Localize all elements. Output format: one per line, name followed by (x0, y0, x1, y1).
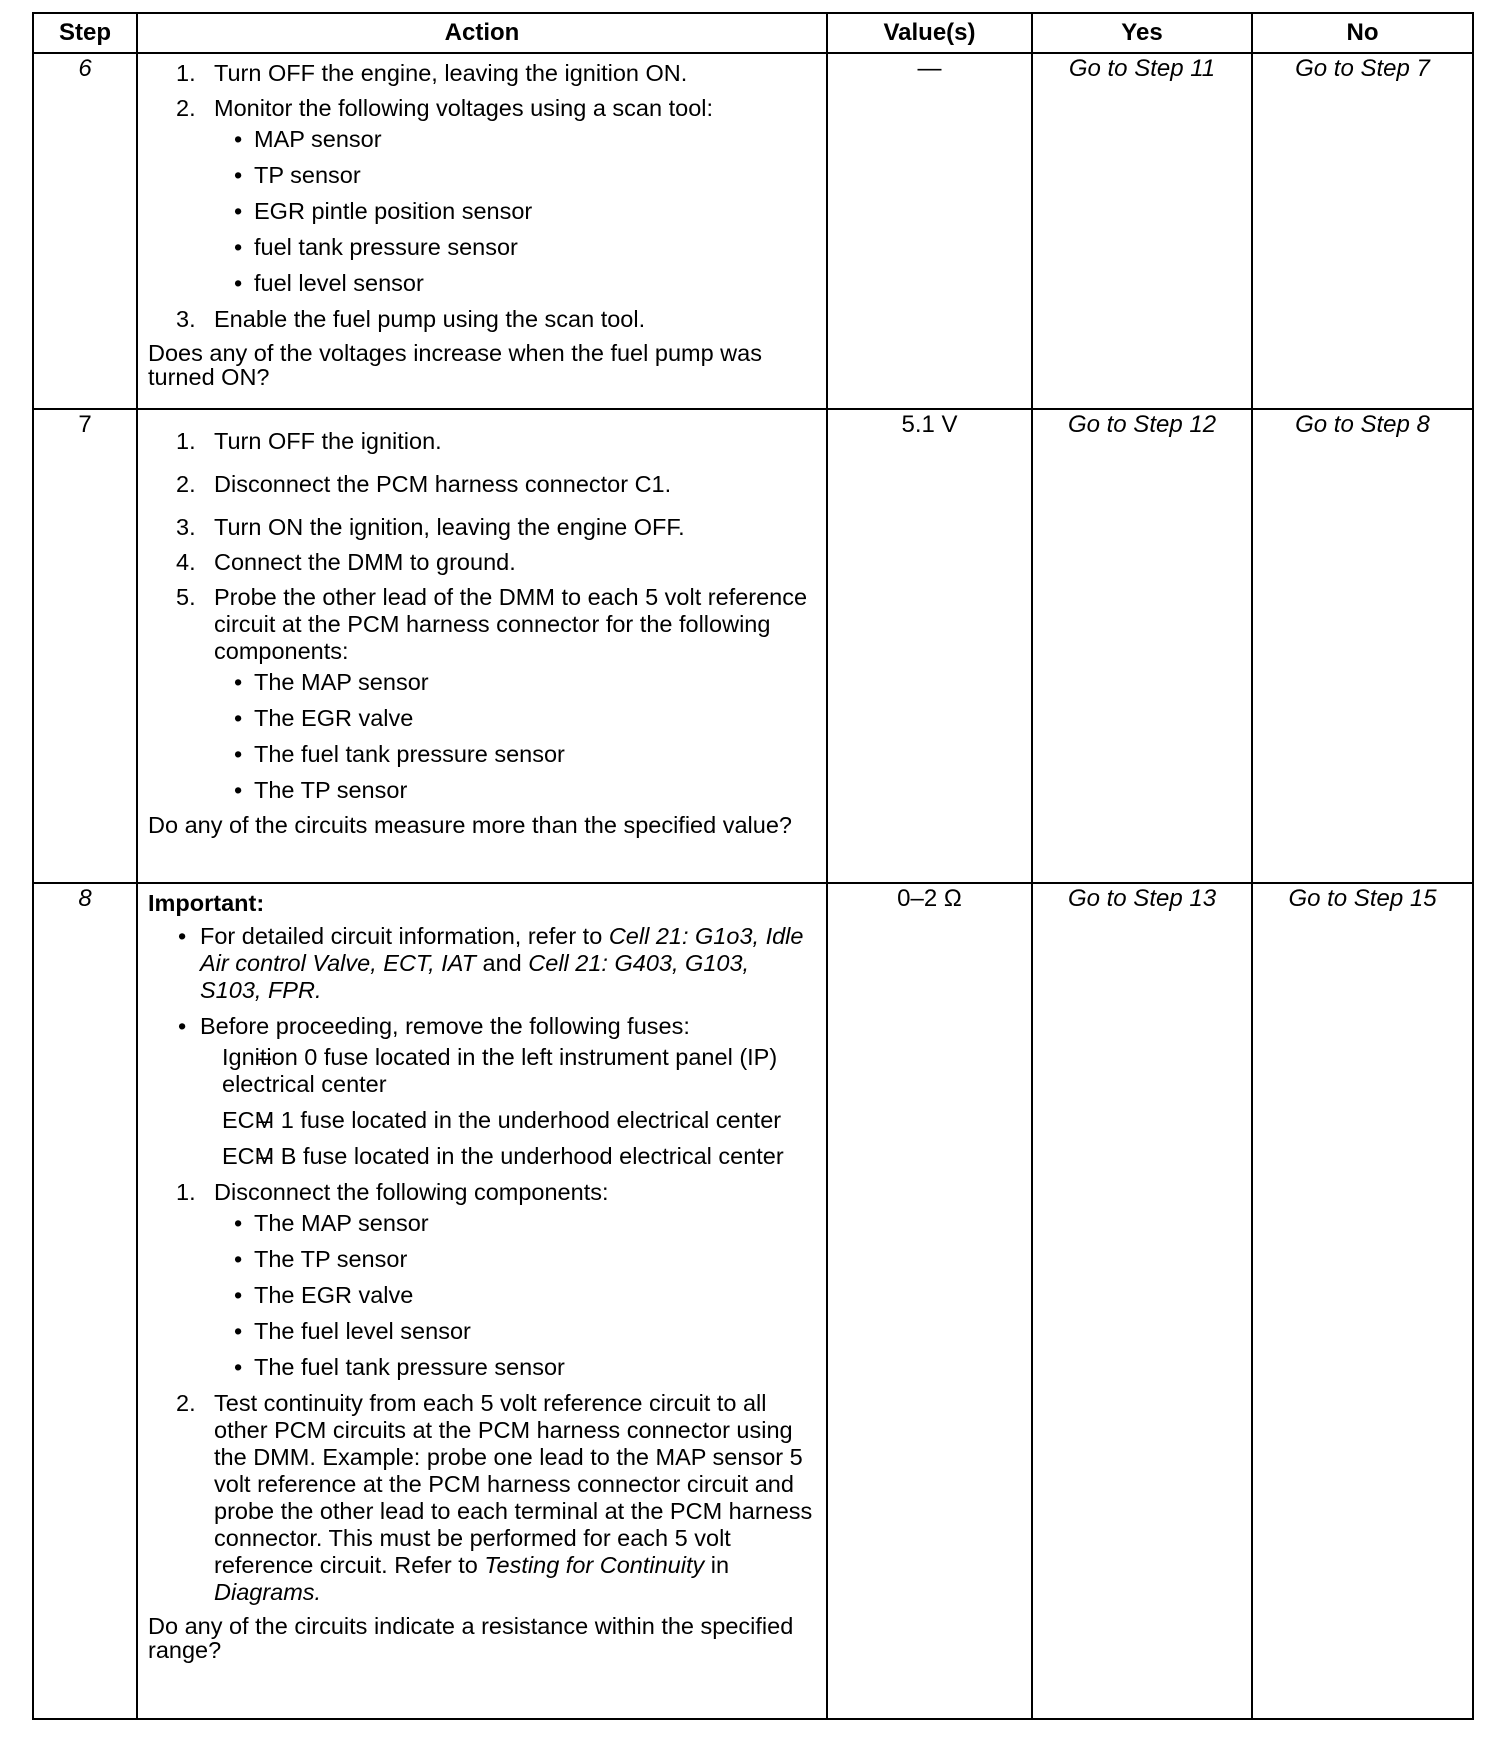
list-item: • The fuel tank pressure sensor (214, 1354, 816, 1381)
step-number: 7 (33, 409, 137, 883)
important-heading: Important: (148, 890, 265, 916)
list-item: • The MAP sensor (214, 1210, 816, 1237)
question-text: Do any of the circuits indicate a resistance within the specified range? (148, 1613, 794, 1663)
list-item: • fuel level sensor (214, 270, 816, 297)
important-note: • For detailed circuit information, refer to Cell 21: G1o3, Idle Air control Valve, ECT, IAT and Cell 21: G403, G103, S103, FPR. (148, 923, 816, 1004)
header-values: Value(s) (827, 13, 1032, 53)
header-action: Action (137, 13, 827, 53)
list-item: • The TP sensor (214, 777, 816, 804)
action-cell (137, 53, 827, 409)
action-step: 5. Probe the other lead of the DMM to each 5 volt reference circuit at the PCM harness connector for the following components: • The MAP sensor • The EGR valve • The fuel tank pressure sensor • The TP sensor (148, 584, 816, 804)
table-row-step-6 (33, 53, 1473, 409)
action-step: 1. Disconnect the following components: • The MAP sensor • The TP sensor • The EGR valve • The fuel level sensor • The fuel tank pressure sensor (148, 1179, 816, 1381)
step-number: 6 (33, 53, 137, 409)
no-link[interactable]: Go to Step 8 (1252, 409, 1473, 883)
list-item: • The TP sensor (214, 1246, 816, 1273)
yes-link[interactable]: Go to Step 11 (1032, 53, 1252, 409)
list-item: • The fuel tank pressure sensor (214, 741, 816, 768)
important-note: • Before proceeding, remove the following fuses: – Ignition 0 fuse located in the left instrument panel (IP) electrical center – ECM 1 fuse located in the underhood electrical center – ECM B fuse located in the underhood electrical center (148, 1013, 816, 1170)
list-item: – ECM 1 fuse located in the underhood electrical center (200, 1107, 816, 1134)
action-step: 1. Turn OFF the engine, leaving the ignition ON. (176, 60, 688, 86)
diagnostic-table (32, 12, 1474, 1720)
table-row-step-7 (33, 409, 1473, 883)
header-row (33, 13, 1473, 53)
list-item: • MAP sensor (214, 126, 816, 153)
action-cell (137, 409, 827, 883)
action-step: 4. Connect the DMM to ground. (176, 549, 516, 575)
action-cell (137, 883, 827, 1719)
action-step: 1. Turn OFF the ignition. (176, 428, 442, 454)
action-step: 2. Test continuity from each 5 volt reference circuit to all other PCM circuits at the PCM harness connector using the DMM. Example: probe one lead to the MAP sensor 5 volt reference at the PCM harness connector circuit and probe the other lead to each terminal at the PCM harness connector. This must be performed for each 5 volt reference circuit. Refer to Testing for Continuity in Diagrams. (176, 1390, 813, 1605)
list-item: – ECM B fuse located in the underhood electrical center (200, 1143, 816, 1170)
action-step: 2. Disconnect the PCM harness connector C1. (176, 471, 672, 497)
table-row-step-8 (33, 883, 1473, 1719)
list-item: • The MAP sensor (214, 669, 816, 696)
value-cell: 5.1 V (827, 409, 1032, 883)
yes-link[interactable]: Go to Step 13 (1032, 883, 1252, 1719)
no-link[interactable]: Go to Step 7 (1252, 53, 1473, 409)
value-cell: — (827, 53, 1032, 409)
list-item: • TP sensor (214, 162, 816, 189)
question-text: Do any of the circuits measure more than the specified value? (148, 812, 792, 838)
yes-link[interactable]: Go to Step 12 (1032, 409, 1252, 883)
step-number: 8 (33, 883, 137, 1719)
list-item: • The EGR valve (214, 705, 816, 732)
header-step: Step (33, 13, 137, 53)
action-step: 3. Enable the fuel pump using the scan tool. (176, 306, 646, 332)
list-item: • The EGR valve (214, 1282, 816, 1309)
list-item: • fuel tank pressure sensor (214, 234, 816, 261)
header-no: No (1252, 13, 1473, 53)
no-link[interactable]: Go to Step 15 (1252, 883, 1473, 1719)
list-item: – Ignition 0 fuse located in the left instrument panel (IP) electrical center (200, 1044, 816, 1098)
list-item: • The fuel level sensor (214, 1318, 816, 1345)
list-item: • EGR pintle position sensor (214, 198, 816, 225)
action-step: 2. Monitor the following voltages using a scan tool: • MAP sensor • TP sensor • EGR pintle position sensor • fuel tank pressure sensor • fuel level sensor (148, 95, 816, 297)
value-cell: 0–2 Ω (827, 883, 1032, 1719)
question-text: Does any of the voltages increase when the fuel pump was turned ON? (148, 340, 762, 390)
header-yes: Yes (1032, 13, 1252, 53)
action-step: 3. Turn ON the ignition, leaving the engine OFF. (176, 514, 685, 540)
